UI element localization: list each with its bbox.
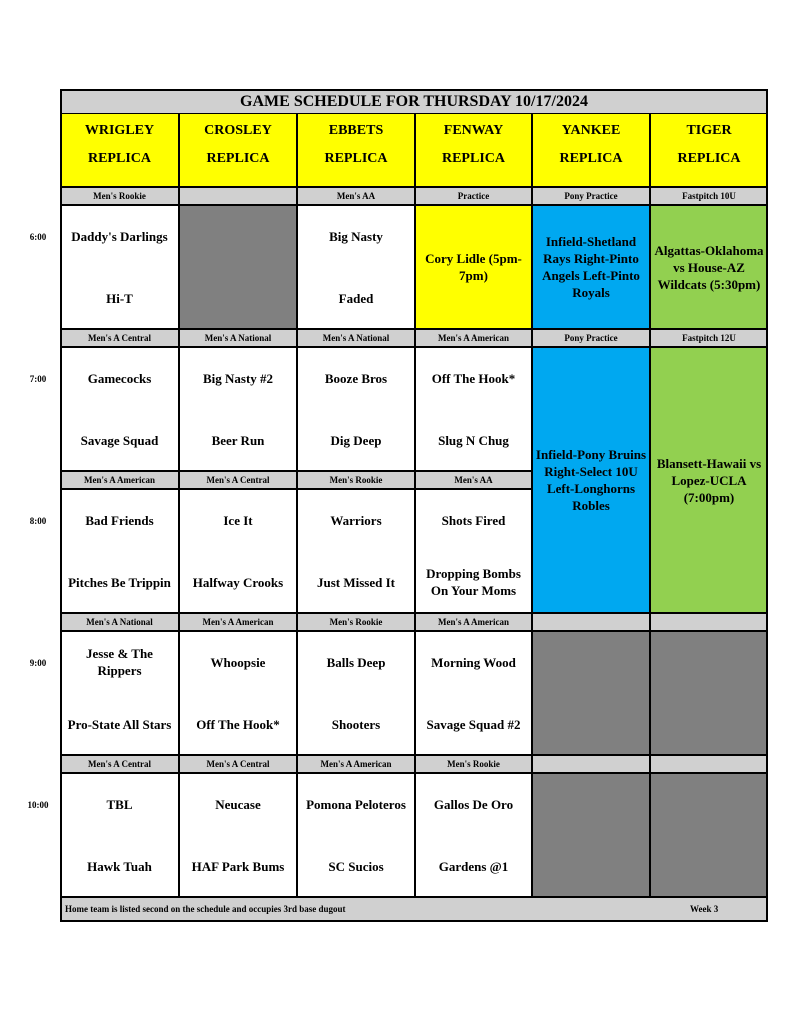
field-name: EBBETS (328, 123, 384, 138)
game-cell (60, 773, 179, 897)
game-cell (297, 773, 415, 897)
home-team: Dropping Bombs On Your Moms (426, 566, 521, 598)
game-cell (179, 489, 297, 613)
game-cell (179, 347, 297, 471)
category-label: Men's A Central (60, 329, 179, 347)
away-team: Off The Hook* (431, 370, 516, 386)
time-label: 8:00 (29, 516, 47, 526)
home-team: HAF Park Bums (191, 858, 285, 874)
category-label: Men's Rookie (297, 471, 415, 489)
home-team: Halfway Crooks (192, 574, 284, 590)
time-label: 9:00 (29, 658, 47, 668)
practice-block: Cory Lidle (5pm-7pm) (415, 205, 532, 329)
empty-slot (532, 773, 650, 897)
away-team: Big Nasty (329, 228, 383, 244)
category-label: Men's AA (415, 471, 532, 489)
field-name: WRIGLEY (84, 123, 155, 138)
away-team: Ice It (223, 512, 253, 528)
week-label: Week 3 (690, 904, 719, 914)
category-label: Fastpitch 12U (650, 329, 768, 347)
game-cell (60, 205, 179, 329)
away-team: Balls Deep (326, 654, 386, 670)
away-team: TBL (106, 796, 133, 812)
category-label: Men's A American (297, 755, 415, 773)
category-label: Men's A National (179, 329, 297, 347)
empty-slot (650, 773, 768, 897)
away-team: Neucase (215, 796, 261, 812)
away-team: Whoopsie (210, 654, 266, 670)
game-cell (297, 347, 415, 471)
field-name: FENWAY (443, 123, 504, 138)
field-header-tiger (650, 113, 768, 187)
away-team: Big Nasty #2 (202, 370, 274, 386)
fastpitch-block: Blansett-Hawaii vs Lopez-UCLA (7:00pm) (650, 347, 768, 613)
category-label: Men's A National (297, 329, 415, 347)
category-label: Practice (415, 187, 532, 205)
category-label (650, 755, 768, 773)
home-team: Savage Squad #2 (426, 716, 521, 732)
home-team: Savage Squad (80, 432, 159, 448)
category-label: Men's A Central (179, 755, 297, 773)
away-team: Warriors (330, 512, 382, 528)
category-label: Men's A American (415, 613, 532, 631)
empty-slot (532, 631, 650, 755)
game-cell (297, 205, 415, 329)
footer-bar (60, 896, 768, 922)
home-team: Shooters (331, 716, 381, 732)
time-label: 6:00 (29, 232, 47, 242)
field-subtitle: REPLICA (324, 151, 388, 166)
game-cell (60, 489, 179, 613)
category-label: Pony Practice (532, 329, 650, 347)
home-team: Gardens @1 (438, 858, 509, 874)
category-label: Men's AA (297, 187, 415, 205)
pony-practice-block: Infield-Shetland Rays Right-Pinto Angels Left-Pinto Royals (532, 205, 650, 329)
category-label (532, 755, 650, 773)
footer-note: Home team is listed second on the schedule and occupies 3rd base dugout (65, 904, 346, 914)
home-team: Hi-T (106, 290, 133, 306)
away-team: Jesse & The Rippers (86, 646, 153, 678)
away-team: Shots Fired (441, 512, 506, 528)
schedule-title: GAME SCHEDULE FOR THURSDAY 10/17/2024 (60, 89, 768, 115)
game-cell (415, 773, 532, 897)
away-team: Daddy's Darlings (71, 228, 168, 244)
field-header-wrigley (60, 113, 179, 187)
empty-slot (179, 205, 297, 329)
home-team: Dig Deep (330, 432, 382, 448)
category-label: Men's Rookie (297, 613, 415, 631)
field-subtitle: REPLICA (441, 151, 505, 166)
time-label: 7:00 (29, 374, 47, 384)
home-team: Faded (338, 290, 374, 306)
away-team: Morning Wood (431, 654, 516, 670)
category-label: Men's A American (60, 471, 179, 489)
category-label (650, 613, 768, 631)
category-label: Men's A American (415, 329, 532, 347)
home-team: Hawk Tuah (87, 858, 152, 874)
category-label: Men's A Central (179, 471, 297, 489)
home-team: SC Sucios (328, 858, 384, 874)
field-header-crosley (179, 113, 297, 187)
field-header-ebbets (297, 113, 415, 187)
category-label: Pony Practice (532, 187, 650, 205)
game-cell (179, 631, 297, 755)
fastpitch-block: Algattas-Oklahoma vs House-AZ Wildcats (5:30pm) (650, 205, 768, 329)
away-team: Booze Bros (324, 370, 388, 386)
away-team: Gallos De Oro (433, 796, 514, 812)
empty-slot (650, 631, 768, 755)
game-cell (297, 631, 415, 755)
game-cell (297, 489, 415, 613)
category-label (532, 613, 650, 631)
home-team: Off The Hook* (196, 716, 280, 732)
away-team: Bad Friends (85, 512, 154, 528)
category-label: Fastpitch 10U (650, 187, 768, 205)
field-header-yankee (532, 113, 650, 187)
field-name: CROSLEY (204, 123, 272, 138)
game-cell (179, 773, 297, 897)
game-cell (415, 347, 532, 471)
field-subtitle: REPLICA (677, 151, 741, 166)
away-team: Pomona Peloteros (306, 796, 406, 812)
time-label: 10:00 (27, 800, 49, 810)
away-team: Gamecocks (87, 370, 152, 386)
home-team: Slug N Chug (438, 432, 509, 448)
game-cell (415, 489, 532, 613)
home-team: Pro-State All Stars (67, 716, 172, 732)
field-name: TIGER (686, 123, 732, 138)
game-cell (60, 631, 179, 755)
category-label (179, 187, 297, 205)
field-subtitle: REPLICA (87, 151, 151, 166)
category-label: Men's A Central (60, 755, 179, 773)
home-team: Pitches Be Trippin (68, 574, 171, 590)
category-label: Men's A National (60, 613, 179, 631)
pony-practice-block: Infield-Pony Bruins Right-Select 10U Left-Longhorns Robles (532, 347, 650, 613)
category-label: Men's Rookie (60, 187, 179, 205)
home-team: Just Missed It (316, 574, 395, 590)
category-label: Men's A American (179, 613, 297, 631)
field-header-fenway (415, 113, 532, 187)
category-label: Men's Rookie (415, 755, 532, 773)
field-subtitle: REPLICA (206, 151, 270, 166)
game-cell (60, 347, 179, 471)
home-team: Beer Run (211, 432, 265, 448)
game-cell (415, 631, 532, 755)
field-subtitle: REPLICA (559, 151, 623, 166)
field-name: YANKEE (561, 123, 621, 138)
